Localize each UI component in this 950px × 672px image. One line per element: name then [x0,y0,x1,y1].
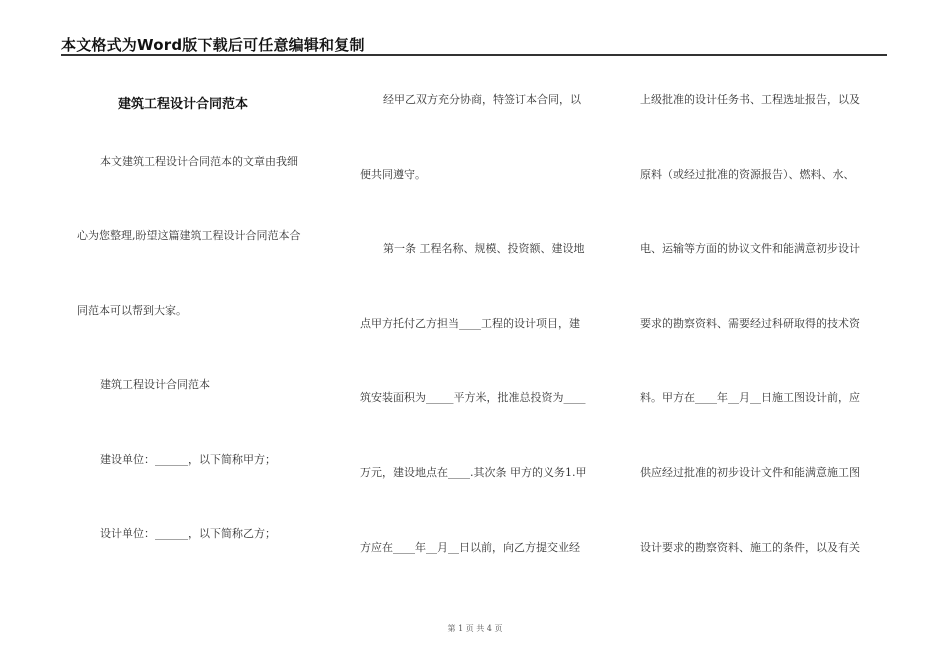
paragraph-line: 点甲方托付乙方担当____工程的设计项目，建 [360,317,580,330]
paragraph-line: 本文建筑工程设计合同范本的文章由我细 [100,155,298,168]
paragraph-line: 筑安装面积为_____平方米，批准总投资为____ [360,391,586,404]
paragraph-line: 料。甲方在____年__月__日施工图设计前，应 [640,391,860,404]
paragraph-line: 要求的勘察资料、需要经过科研取得的技术资 [640,317,860,330]
paragraph-line: 便共同遵守。 [360,168,426,181]
paragraph-line: 电、运输等方面的协议文件和能满意初步设计 [640,242,860,255]
section-heading: 建筑工程设计合同范本 [100,378,210,391]
paragraph-line: 原料（或经过批准的资源报告）、燃料、水、 [640,168,855,181]
paragraph-line: 心为您整理,盼望这篇建筑工程设计合同范本合 [77,229,301,242]
paragraph-line: 设计要求的勘察资料、施工的条件，以及有关 [640,541,860,554]
paragraph-line: 同范本可以帮到大家。 [77,304,187,317]
paragraph-line: 方应在____年__月__日以前，向乙方提交业经 [360,541,580,554]
page-number: 第 1 页 共 4 页 [447,624,503,633]
party-a-line: 建设单位：______，以下简称甲方； [100,453,276,466]
paragraph-line: 上级批准的设计任务书、工程选址报告，以及 [640,93,860,106]
document-title: 建筑工程设计合同范本 [118,97,249,112]
paragraph-line: 万元，建设地点在____.其次条 甲方的义务1.甲 [360,466,587,479]
paragraph-line: 供应经过批准的初步设计文件和能满意施工图 [640,466,860,479]
document-banner: 本文格式为Word版下载后可任意编辑和复制 [61,36,365,54]
paragraph-line: 经甲乙双方充分协商，特签订本合同，以 [383,93,581,106]
paragraph-line: 第一条 工程名称、规模、投资额、建设地 [383,242,585,255]
header-divider [61,54,887,56]
party-b-line: 设计单位：______，以下简称乙方； [100,527,276,540]
